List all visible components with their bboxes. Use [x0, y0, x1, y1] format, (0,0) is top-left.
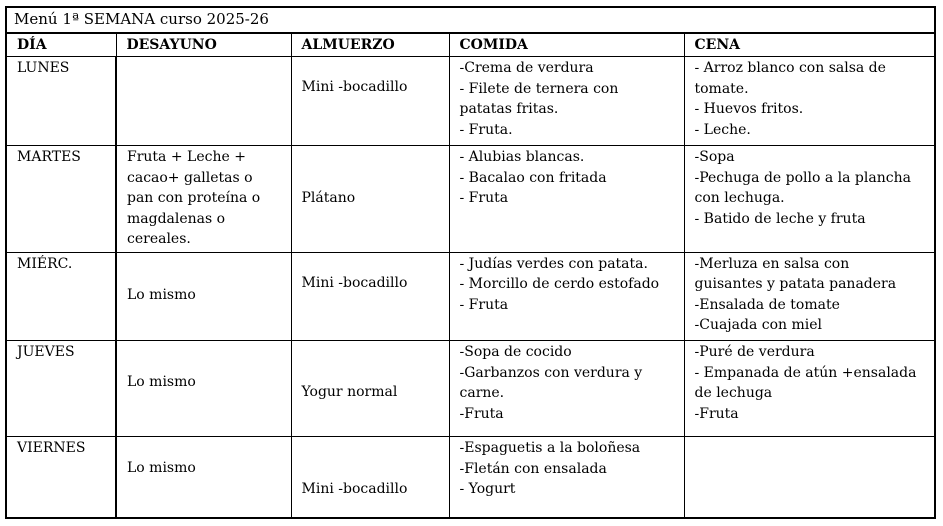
- menu-line: - Fruta.: [459, 121, 513, 138]
- menu-line: - Arroz blanco con salsa de: [694, 60, 886, 77]
- menu-line: - Filete de ternera con: [459, 80, 619, 97]
- menu-line: patatas fritas.: [459, 101, 559, 118]
- menu-line: cereales.: [127, 231, 191, 248]
- comida-cell: [449, 146, 684, 252]
- day-cell: VIERNES: [6, 437, 116, 518]
- menu-line: -Pechuga de pollo a la plancha: [694, 169, 911, 186]
- desayuno-cell: [116, 252, 291, 340]
- menu-line: - Fruta: [459, 296, 509, 313]
- menu-line: cacao+ galletas o: [127, 169, 253, 186]
- column-header-cena: CENA: [684, 33, 935, 56]
- menu-line: -Ensalada de tomate: [694, 296, 840, 313]
- cena-cell: [684, 146, 935, 252]
- day-cell: JUEVES: [6, 341, 116, 437]
- menu-line: guisantes y patata panadera: [694, 276, 897, 293]
- menu-line: - Judías verdes con patata.: [459, 255, 648, 272]
- almuerzo-cell: Plátano: [291, 146, 449, 252]
- menu-line: - Fruta: [459, 190, 509, 207]
- cena-cell: [684, 341, 935, 437]
- table-row: [6, 252, 935, 340]
- menu-line: - Empanada de atún +ensalada: [694, 364, 917, 381]
- menu-line: -Crema de verdura: [459, 60, 594, 77]
- desayuno-cell: [116, 437, 291, 518]
- menu-line: con lechuga.: [694, 190, 785, 207]
- menu-line: - Batido de leche y fruta: [694, 210, 866, 227]
- menu-line: -Fruta: [694, 405, 739, 422]
- menu-line: -Fruta: [459, 405, 504, 422]
- menu-line: -Merluza en salsa con: [694, 255, 850, 272]
- menu-line: -Puré de verdura: [694, 344, 815, 361]
- desayuno-cell: [116, 57, 291, 146]
- column-header-comida: COMIDA: [449, 33, 684, 56]
- column-header-desayuno: DESAYUNO: [116, 33, 291, 56]
- menu-line: -Sopa: [694, 149, 735, 166]
- menu-line: -Sopa de cocido: [459, 344, 572, 361]
- menu-line: Lo mismo: [127, 374, 196, 391]
- day-cell: LUNES: [6, 57, 116, 146]
- menu-title: Menú 1ª SEMANA curso 2025-26: [6, 7, 935, 33]
- menu-line: Fruta + Leche +: [127, 149, 246, 166]
- menu-line: carne.: [459, 385, 505, 402]
- menu-line: - Huevos fritos.: [694, 101, 804, 118]
- menu-line: - Bacalao con fritada: [459, 169, 607, 186]
- cena-cell: [684, 252, 935, 340]
- almuerzo-cell: Mini -bocadillo: [291, 252, 449, 340]
- menu-line: -Cuajada con miel: [694, 317, 823, 334]
- almuerzo-cell: Yogur normal: [291, 341, 449, 437]
- menu-body: [6, 57, 935, 518]
- menu-line: - Yogurt: [459, 481, 516, 498]
- day-cell: MARTES: [6, 146, 116, 252]
- table-row: [6, 57, 935, 146]
- desayuno-cell: [116, 341, 291, 437]
- menu-line: magdalenas o: [127, 210, 226, 227]
- menu-line: - Morcillo de cerdo estofado: [459, 276, 660, 293]
- table-row: [6, 146, 935, 252]
- table-row: [6, 437, 935, 518]
- comida-cell: [449, 341, 684, 437]
- comida-cell: [449, 252, 684, 340]
- column-header-almuerzo: ALMUERZO: [291, 33, 449, 56]
- day-cell: MIÉRC.: [6, 252, 116, 340]
- menu-line: -Garbanzos con verdura y: [459, 364, 643, 381]
- almuerzo-cell: Mini -bocadillo: [291, 57, 449, 146]
- cena-cell: [684, 57, 935, 146]
- menu-line: Lo mismo: [127, 460, 196, 477]
- menu-line: de lechuga: [694, 385, 773, 402]
- cena-cell: [684, 437, 935, 518]
- menu-line: - Alubias blancas.: [459, 149, 585, 166]
- menu-line: Lo mismo: [127, 286, 196, 303]
- menu-line: - Leche.: [694, 121, 751, 138]
- menu-line: tomate.: [694, 80, 749, 97]
- menu-line: -Fletán con ensalada: [459, 460, 607, 477]
- menu-table: [5, 6, 936, 519]
- menu-line: -Espaguetis a la boloñesa: [459, 440, 641, 457]
- table-row: [6, 341, 935, 437]
- menu-line: pan con proteína o: [127, 190, 261, 207]
- comida-cell: [449, 57, 684, 146]
- column-header-dia: DÍA: [6, 33, 116, 56]
- almuerzo-cell: Mini -bocadillo: [291, 437, 449, 518]
- desayuno-cell: [116, 146, 291, 252]
- comida-cell: [449, 437, 684, 518]
